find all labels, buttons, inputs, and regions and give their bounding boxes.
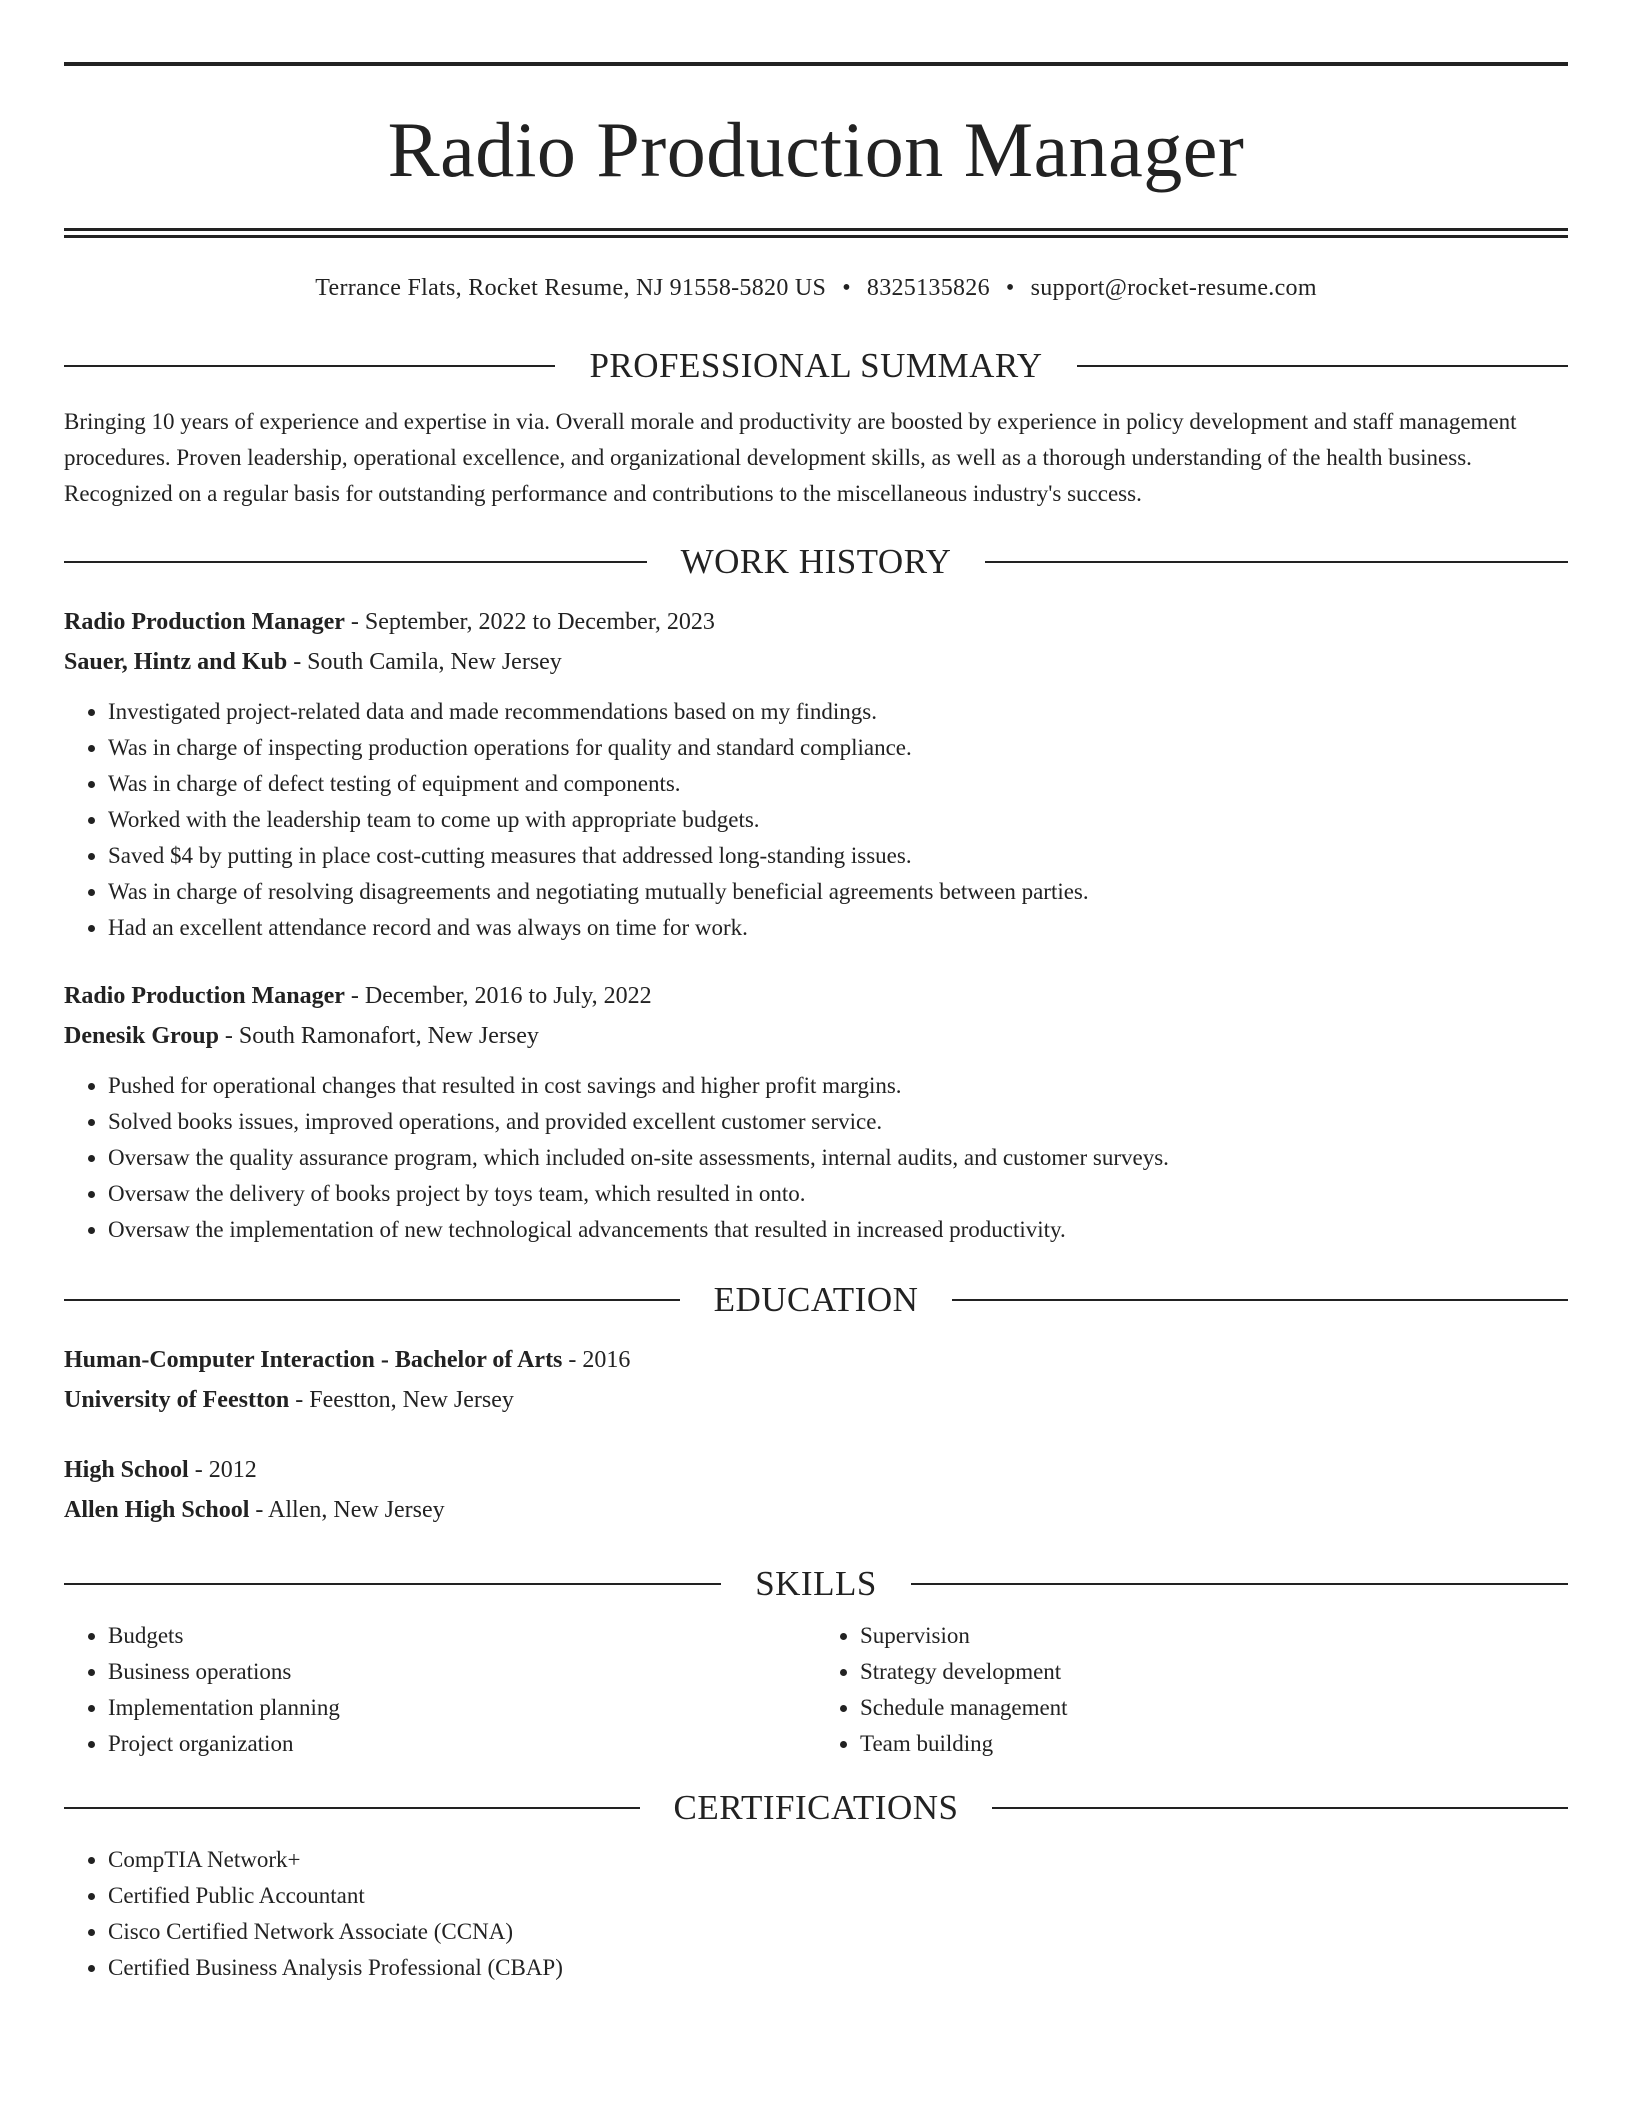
school-location: - Feestton, New Jersey [289,1387,514,1413]
list-item: • Investigated project-related data and made recommendations based on my findings. [108,694,1568,730]
job-location: - South Ramonafort, New Jersey [218,1023,539,1049]
heading-rule-right [1077,365,1568,367]
degree-name: High School [64,1457,189,1483]
heading-rule-left [64,365,555,367]
job-title-line [64,602,1568,642]
school-line [64,1490,1568,1530]
heading-rule-right [911,1583,1568,1585]
list-item: • Certified Public Accountant [108,1878,1568,1914]
job-company-line [64,642,1568,682]
contact-separator: • [1005,275,1015,301]
list-item: • Worked with the leadership team to come up with appropriate budgets. [108,802,1568,838]
certifications-section-heading [64,1786,1568,1830]
list-item: • Pushed for operational changes that resulted in cost savings and higher profit margins. [108,1068,1568,1104]
list-item: • Certified Business Analysis Professional (CBAP) [108,1950,1568,1986]
school-line [64,1380,1568,1420]
contact-separator: • [842,275,851,301]
list-item: • Cisco Certified Network Associate (CCNA) [108,1914,1568,1950]
list-item: • Strategy development [860,1654,1568,1690]
job-title-line [64,976,1568,1016]
heading-rule-right [992,1807,1568,1809]
heading-rule-left [64,561,647,563]
list-item: • Oversaw the quality assurance program, which included on-site assessments, internal audits, and customer surveys. [108,1140,1568,1176]
skills-section-heading [64,1562,1568,1606]
heading-rule-right [952,1299,1568,1301]
resume-title: Radio Production Manager [387,106,1245,193]
list-item: • Project organization [108,1726,816,1762]
job-title: Radio Production Manager [64,983,345,1009]
list-item: • Was in charge of resolving disagreements and negotiating mutually beneficial agreements between parties. [108,874,1568,910]
degree-name: Human-Computer Interaction - Bachelor of Arts [64,1347,563,1373]
education-entry [64,1340,1568,1420]
heading-rule-right [985,561,1568,563]
skills-list-left [64,1618,816,1762]
summary-section-heading [64,344,1568,388]
list-item: • Budgets [108,1618,816,1654]
list-item: • Schedule management [860,1690,1568,1726]
degree-line [64,1450,1568,1490]
heading-rule-left [64,1583,721,1585]
school-location: - Allen, New Jersey [249,1497,445,1523]
degree-year: - 2012 [188,1457,257,1483]
skills-list-right [816,1618,1568,1762]
job-company: Sauer, Hintz and Kub [64,649,288,675]
job-duties-list [64,694,1568,946]
contact-phone: 8325135826 [866,275,990,301]
list-item: • Was in charge of defect testing of equipment and components. [108,766,1568,802]
education-section-heading [64,1278,1568,1322]
job-location: - South Camila, New Jersey [287,649,562,675]
list-item: • Was in charge of inspecting production operations for quality and standard compliance. [108,730,1568,766]
job-company-line [64,1016,1568,1056]
list-item: • Implementation planning [108,1690,816,1726]
school-name: Allen High School [64,1497,250,1523]
list-item: • Oversaw the implementation of new technological advancements that resulted in increased productivity. [108,1212,1568,1248]
list-item: • Saved $4 by putting in place cost-cutting measures that addressed long-standing issues. [108,838,1568,874]
certifications-list [64,1842,1568,1986]
job-dates: - December, 2016 to July, 2022 [344,983,652,1009]
list-item: • Had an excellent attendance record and was always on time for work. [108,910,1568,946]
school-name: University of Feestton [64,1387,290,1413]
summary-heading-text: PROFESSIONAL SUMMARY [589,346,1043,385]
degree-line [64,1340,1568,1380]
work-entry [64,602,1568,946]
list-item: • Team building [860,1726,1568,1762]
list-item: • Oversaw the delivery of books project by toys team, which resulted in onto. [108,1176,1568,1212]
summary-text: Bringing 10 years of experience and expertise in via. Overall morale and productivity are boosted by experience in policy development and staff management procedures. Proven leadership, operational excellence, and organizational development skills, as well as a thorough understanding of the health business. Recognized on a regular basis for outstanding performance and contributions to the miscellaneous industry's success. [64,409,1517,506]
work-entry [64,976,1568,1248]
job-title: Radio Production Manager [64,609,345,635]
degree-year: - 2016 [562,1347,631,1373]
heading-rule-left [64,1807,640,1809]
list-item: • Solved books issues, improved operations, and provided excellent customer service. [108,1104,1568,1140]
contact-line [64,272,1568,304]
heading-rule-left [64,1299,680,1301]
job-duties-list [64,1068,1568,1248]
skills-grid [64,1618,1568,1762]
job-dates: - September, 2022 to December, 2023 [344,609,715,635]
education-entry [64,1450,1568,1530]
work-heading-text: WORK HISTORY [680,542,952,581]
contact-email: support@rocket-resume.com [1030,275,1317,301]
list-item: • Supervision [860,1618,1568,1654]
list-item: • Business operations [108,1654,816,1690]
certifications-heading-text: CERTIFICATIONS [673,1788,959,1827]
work-section-heading [64,540,1568,584]
education-heading-text: EDUCATION [713,1280,919,1319]
list-item: • CompTIA Network+ [108,1842,1568,1878]
contact-address: Terrance Flats, Rocket Resume, NJ 91558-5820 US [315,275,827,301]
title-double-rule [64,228,1568,238]
skills-heading-text: SKILLS [755,1564,877,1603]
job-company: Denesik Group [64,1023,219,1049]
top-rule [64,62,1568,66]
